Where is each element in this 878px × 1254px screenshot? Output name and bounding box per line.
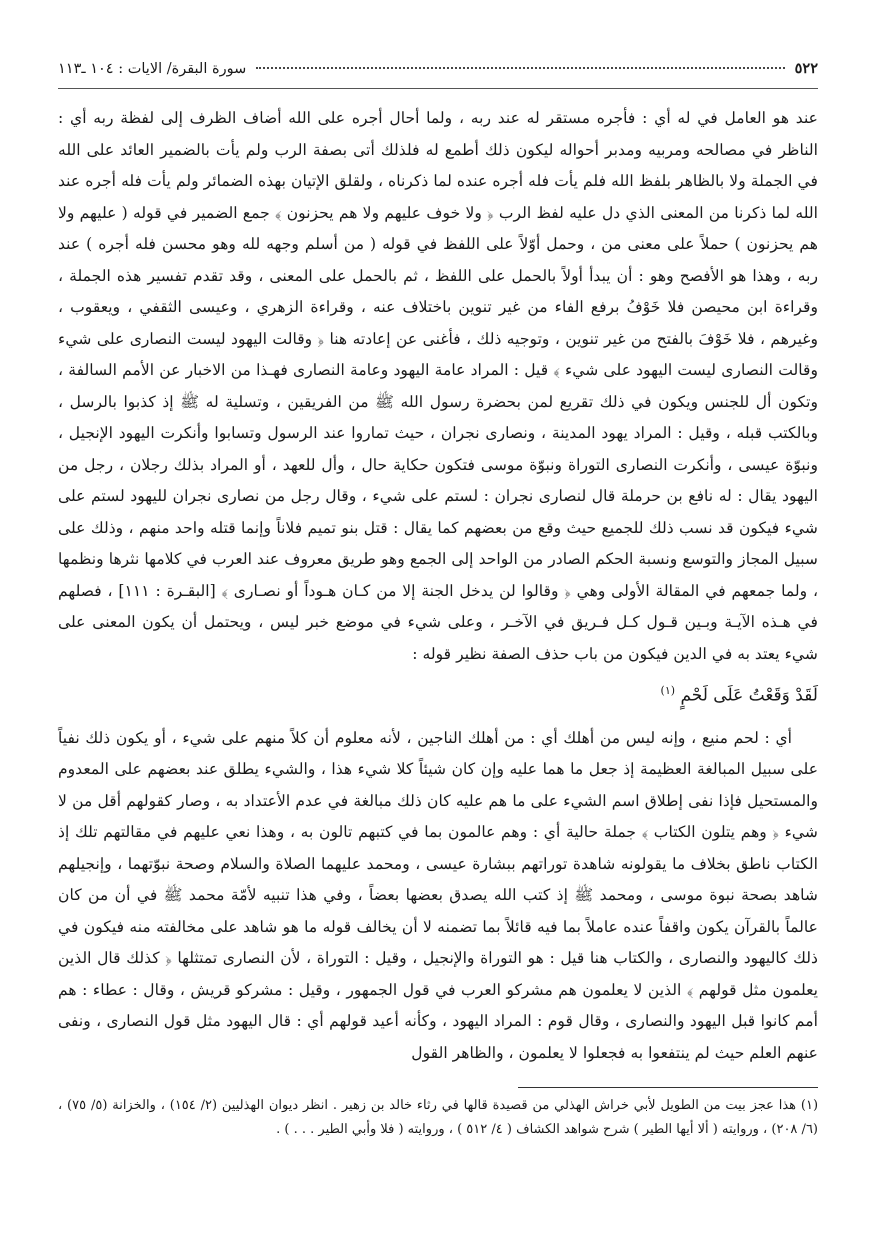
quoted-verse bbox=[58, 674, 818, 713]
page-number: ٥٢٢ bbox=[794, 60, 818, 77]
section-title: سورة البقرة/ الايات : ١٠٤ ـ١١٣ bbox=[58, 61, 247, 77]
header-leader-dots bbox=[256, 67, 784, 69]
footnotes bbox=[58, 1094, 818, 1142]
main-text bbox=[58, 103, 818, 1069]
footnote-reference[interactable]: (١) bbox=[660, 684, 676, 697]
paragraph-2: أي : لحم منيع ، وإنه ليس من أهلك أي : من أهلك الناجين ، لأنه معلوم أن كلاً منهم على شيء ، أو يكون ذلك نفياً على سبيل المبالغة العظيمة إذ جعل ما هما عليه وإن كان شيئاً كلا شيء هذا ، والشيء يطلق عند بعضهم على المعدوم والمستحيل فإذا نفى إطلاق اسم الشيء على ما هم عليه كان ذلك مبالغة في عدم الأعتداد به ، وصار كقولهم أقل من لا شيء ﴿ وهم يتلون الكتاب ﴾ جملة حالية أي : وهم عالمون بما في كتبهم تالون به ، وهذا نعي عليهم في مقالتهم تلك إذ الكتاب ناطق بخلاف ما يقولونه شاهدة توراتهم ببشارة عيسى ، ومحمد عليهما الصلاة والسلام وصحة نبوّتهما ، وإنجيلهم شاهد بصحة نبوة موسى ، ومحمد ﷺ إذ كتب الله يصدق بعضها بعضاً ، وفي هذا تنبيه لأمّة محمد ﷺ في أن من كان عالماً بالقرآن يكون واقفاً عنده عاملاً بما فيه قائلاً بما تضمنه لا أن يخالف قوله ما هو شاهد على مخالفته منه فيكون في ذلك كاليهود والنصارى ، والكتاب هنا قيل : هو التوراة والإنجيل ، وقيل : التوراة ، لأن النصارى تمتثلها ﴿ كذلك قال الذين يعلمون مثل قولهم ﴾ الذين لا يعلمون هم مشركو العرب في قول الجمهور ، وقيل : مشركو قريش ، وقال : عطاء : هم أمم كانوا قبل اليهود والنصارى ، وقال قوم : المراد اليهود ، وكأنه أعيد قولهم أي : قال اليهود مثل قول النصارى ، ونفى عنهم العلم حيث لم ينتفعوا به فجعلوا لا يعلمون ، والظاهر القول bbox=[58, 728, 818, 1062]
paragraph-1: عند هو العامل في له أي : فأجره مستقر له عند ربه ، ولما أحال أجره على الله أضاف الظرف إلى لفظة ربه أي : الناظر في مصالحه ومربيه ومدبر أحواله ليكون ذلك أطمع له فلذلك أتى بصفة الرب ولم يأت بالضمير العائد على الله في الجملة ولا بالظاهر بلفظ الله فلم يأت فله أجره عنده لما ذكرناه ، ولقلق الإتيان بهذه الضمائر ولم يأت فله أجره عند الله لما ذكرنا من المعنى الذي دل عليه لفظ الرب ﴿ ولا خوف عليهم ولا هم يحزنون ﴾ جمع الضمير في قوله ( عليهم ولا هم يحزنون ) حملاً على معنى من ، وحمل أوّلاً على اللفظ في قوله ( من أسلم وجهه لله وهو محسن فله أجره ) عند ربه ، وهذا هو الأفصح وهو : أن يبدأ أولاً بالحمل على اللفظ ، ثم بالحمل على المعنى ، وقد تقدم تفسير هذه الجملة ، وقراءة ابن محيصن فلا خَوْفُ برفع الفاء من غير تنوين باختلاف عنه ، وقراءة الزهري ، وعيسى الثقفي ، ويعقوب ، وغيرهم ، فلا خَوْفَ بالفتح من غير تنوين ، وتوجيه ذلك ، فأغنى عن إعادته هنا ﴿ وقالت اليهود ليست النصارى على شيء وقالت النصارى ليست اليهود على شيء ﴾ قيل : المراد عامة اليهود وعامة النصارى فهـذا من الاخبار عن الأمم السالفة ، وتكون أل للجنس ويكون في ذلك تقريع لمن بحضرة رسول الله ﷺ من الفريقين ، وتسلية له ﷺ إذ كذبوا بالرسل ، وبالكتب قبله ، وقيل : المراد يهود المدينة ، ونصارى نجران ، حيث تماروا عند الرسول وتسابوا وأنكرت اليهود الإنجيل ، ونبوّة عيسى ، وأنكرت النصارى التوراة ونبوّة موسى فتكون حكاية حال ، وأل للعهد ، أو المراد بذلك رجلان ، رجل من اليهود يقال : له نافع بن حرملة قال لنصارى نجران : لستم على شيء ، وقال رجل من نصارى نجران لليهود لستم على شيء فيكون قد نسب ذلك للجميع حيث وقع من بعضهم كما يقال : قتل بنو تميم فلاناً وإنما قتله واحد منهم ، وذلك على سبيل المجاز والتوسع ونسبة الحكم الصادر من الواحد إلى الجمع وهو طريق معروف عند العرب في كلامها نثرها ونظمها ، ولما جمعهم في المقالة الأولى وهي ﴿ وقالوا لن يدخل الجنة إلا من كـان هـوداً أو نصـارى ﴾ [البقـرة : ١١١] ، فصلهم في هـذه الآيـة وبـين قـول كـل فـريق في الآخـر ، وعلى شيء في موضع خبر ليس ، ويحتمل أن يكون المعنى على شيء يعتد به في الدين فيكون من باب حذف الصفة نظير قوله : bbox=[58, 109, 818, 663]
footnote-1: (١) هذا عجز بيت من الطويل لأبي خراش الهذلي من قصيدة قالها في رثاء خالد بن زهير . انظر ديوان الهذليين (٢/ ١٥٤) ، والخزانة (٥/ ٧٥) ، (٦/ ٢٠٨) ، وروايته ( ألا أيها الطير ) شرح شواهد الكشاف ( ٤/ ٥١٢ ) ، وروايته ( فلا وأبي الطير . . . ) . bbox=[58, 1098, 819, 1138]
footnote-separator bbox=[518, 1087, 818, 1088]
running-header bbox=[58, 60, 818, 89]
verse-text: لَقَدْ وَقَعْتُ عَلَى لَحْمٍ bbox=[680, 685, 818, 706]
book-page bbox=[58, 60, 818, 1240]
